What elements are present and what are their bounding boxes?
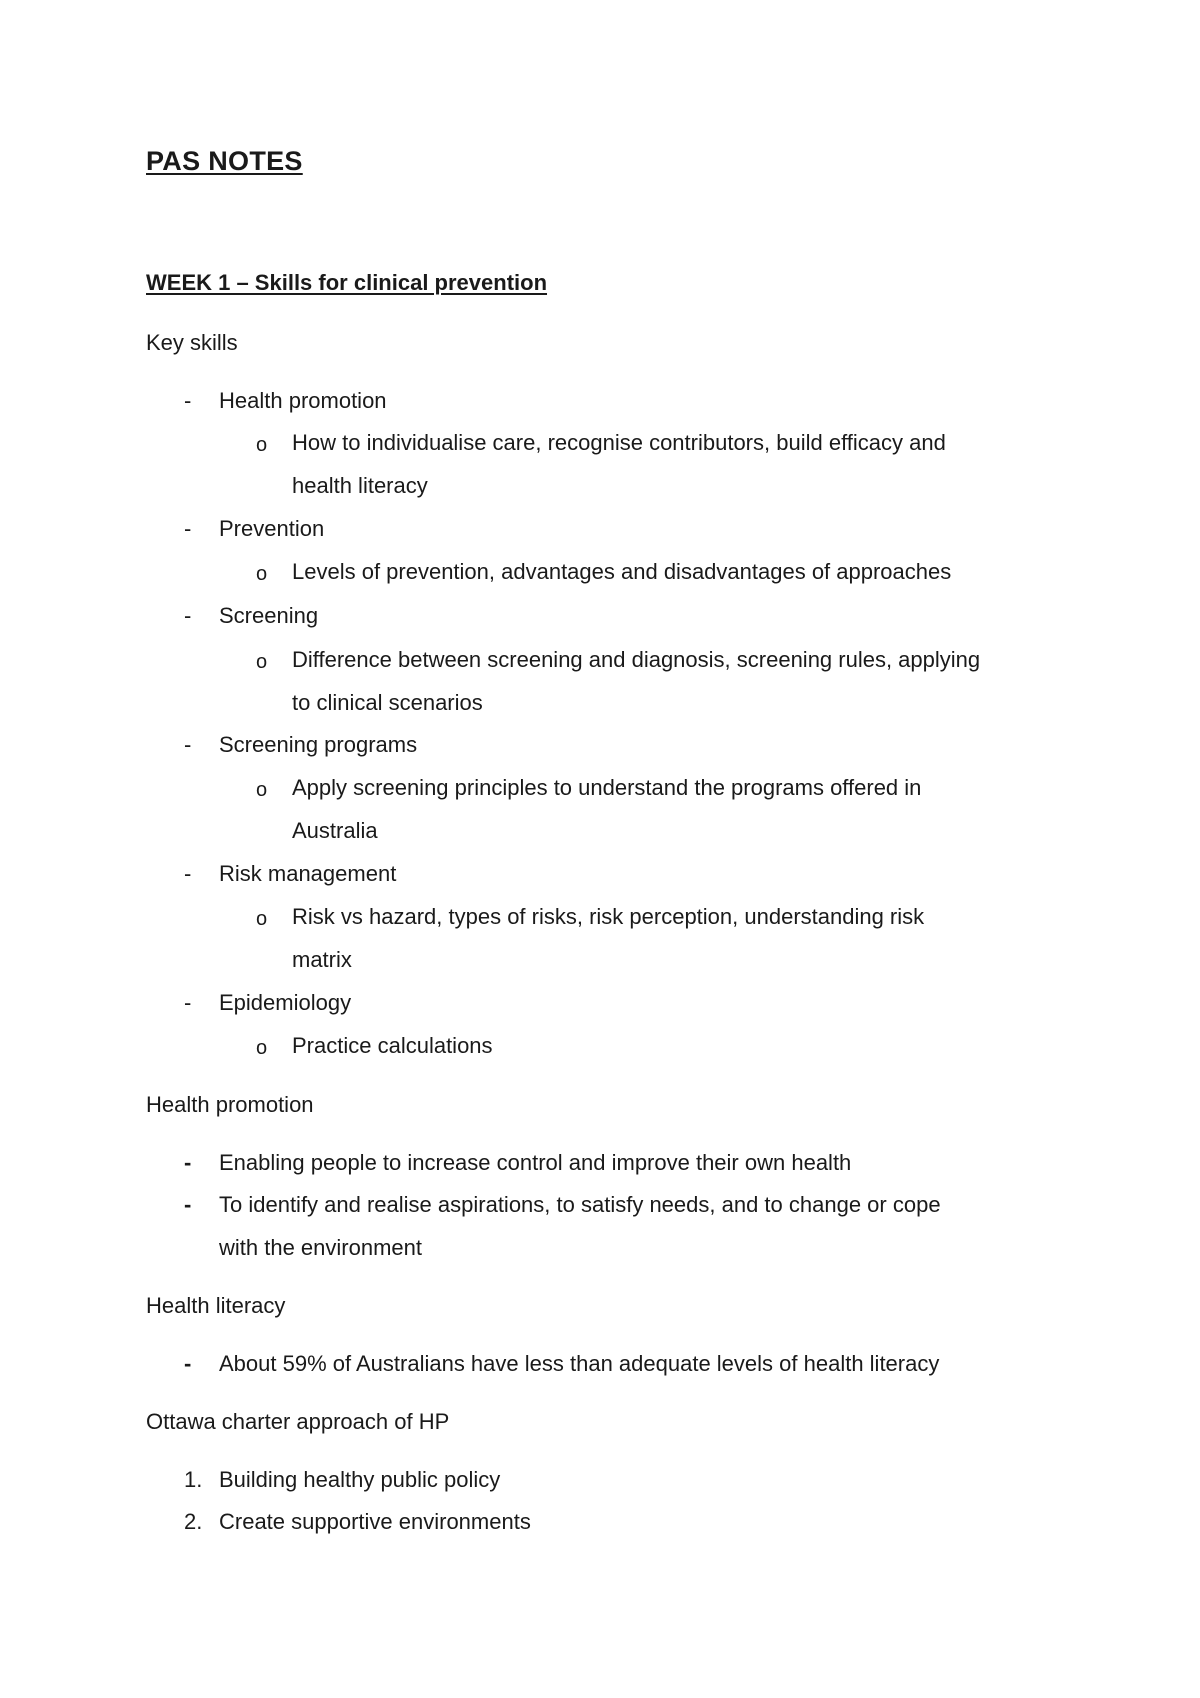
list-item: Screening programs (219, 732, 418, 757)
list-item-continued: with the environment (219, 1235, 422, 1260)
sub-list-item: Risk vs hazard, types of risks, risk perception, understanding risk (292, 904, 925, 929)
sub-bullet-marker: o (256, 434, 268, 456)
list-marker: - (184, 388, 192, 413)
health-promotion-label: Health promotion (146, 1092, 314, 1117)
list-item: About 59% of Australians have less than adequate levels of health literacy (219, 1351, 940, 1376)
list-marker: - (184, 603, 192, 628)
sub-list-item: Apply screening principles to understand the programs offered in (292, 775, 922, 800)
list-item: Prevention (219, 516, 325, 541)
sub-bullet-marker: o (256, 651, 268, 673)
sub-list-item-continued: health literacy (292, 473, 428, 498)
list-marker: - (184, 1192, 192, 1217)
list-marker: - (184, 1150, 192, 1175)
sub-list-item-continued: Australia (292, 818, 378, 843)
health-literacy-label: Health literacy (146, 1293, 286, 1318)
sub-list-item: How to individualise care, recognise contributors, build efficacy and (292, 430, 946, 455)
key-skills-label: Key skills (146, 330, 238, 355)
numbered-item: Create supportive environments (219, 1509, 531, 1534)
sub-bullet-marker: o (256, 1037, 268, 1059)
sub-bullet-marker: o (256, 563, 268, 585)
sub-list-item: Difference between screening and diagnosis, screening rules, applying (292, 647, 981, 672)
list-marker: - (184, 1351, 192, 1376)
ottawa-charter-label: Ottawa charter approach of HP (146, 1409, 450, 1434)
list-marker: - (184, 516, 192, 541)
sub-bullet-marker: o (256, 908, 268, 930)
sub-list-item: Levels of prevention, advantages and disadvantages of approaches (292, 559, 952, 584)
numbered-marker: 2. (184, 1509, 203, 1534)
sub-list-item-continued: to clinical scenarios (292, 690, 483, 715)
list-item: Epidemiology (219, 990, 352, 1015)
sub-list-item: Practice calculations (292, 1033, 493, 1058)
list-item: Screening (219, 603, 319, 628)
list-item: Enabling people to increase control and improve their own health (219, 1150, 852, 1175)
list-marker: - (184, 990, 192, 1015)
list-marker: - (184, 861, 192, 886)
list-marker: - (184, 732, 192, 757)
document-title: PAS NOTES (146, 146, 303, 176)
list-item: Risk management (219, 861, 397, 886)
numbered-item: Building healthy public policy (219, 1467, 501, 1492)
list-item: To identify and realise aspirations, to satisfy needs, and to change or cope (219, 1192, 941, 1217)
list-item: Health promotion (219, 388, 387, 413)
sub-bullet-marker: o (256, 779, 268, 801)
numbered-marker: 1. (184, 1467, 203, 1492)
sub-list-item-continued: matrix (292, 947, 352, 972)
week-heading: WEEK 1 – Skills for clinical prevention (146, 270, 548, 295)
